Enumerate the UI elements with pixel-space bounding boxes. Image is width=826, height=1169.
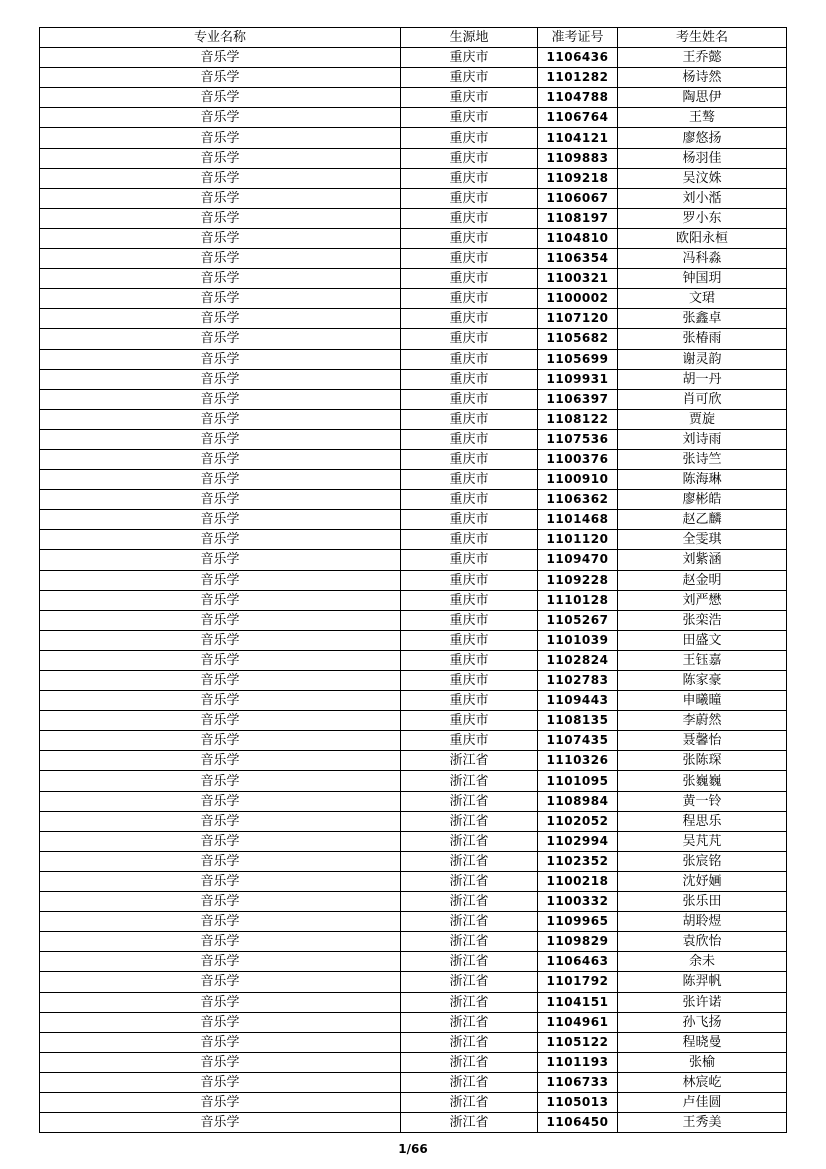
table-row (40, 530, 787, 550)
cell-origin: 重庆市 (401, 48, 538, 68)
cell-major: 音乐学 (40, 570, 401, 590)
cell-name: 杨羽佳 (618, 148, 787, 168)
cell-name: 胡聆煜 (618, 912, 787, 932)
cell-name: 程晓曼 (618, 1032, 787, 1052)
cell-major: 音乐学 (40, 289, 401, 309)
cell-name: 王钰嘉 (618, 650, 787, 670)
cell-major: 音乐学 (40, 369, 401, 389)
table-row (40, 309, 787, 329)
cell-major: 音乐学 (40, 108, 401, 128)
cell-exam-id: 1102783 (538, 671, 618, 691)
cell-origin: 重庆市 (401, 329, 538, 349)
cell-name: 孙飞扬 (618, 1012, 787, 1032)
cell-major: 音乐学 (40, 912, 401, 932)
cell-name: 赵乙麟 (618, 510, 787, 530)
cell-origin: 浙江省 (401, 791, 538, 811)
cell-exam-id: 1106733 (538, 1072, 618, 1092)
cell-origin: 浙江省 (401, 1052, 538, 1072)
cell-name: 陈羿帆 (618, 972, 787, 992)
table-row (40, 912, 787, 932)
table-row (40, 771, 787, 791)
cell-origin: 重庆市 (401, 610, 538, 630)
cell-name: 黄一铃 (618, 791, 787, 811)
cell-origin: 浙江省 (401, 952, 538, 972)
cell-major: 音乐学 (40, 1052, 401, 1072)
cell-exam-id: 1110128 (538, 590, 618, 610)
cell-origin: 重庆市 (401, 731, 538, 751)
table-row (40, 228, 787, 248)
cell-name: 张巍巍 (618, 771, 787, 791)
cell-name: 陶思伊 (618, 88, 787, 108)
cell-major: 音乐学 (40, 510, 401, 530)
cell-name: 李蔚然 (618, 711, 787, 731)
cell-name: 张乐田 (618, 892, 787, 912)
cell-major: 音乐学 (40, 470, 401, 490)
cell-origin: 浙江省 (401, 972, 538, 992)
cell-major: 音乐学 (40, 309, 401, 329)
cell-exam-id: 1109829 (538, 932, 618, 952)
cell-origin: 重庆市 (401, 711, 538, 731)
cell-origin: 重庆市 (401, 208, 538, 228)
cell-exam-id: 1106354 (538, 249, 618, 269)
cell-origin: 重庆市 (401, 309, 538, 329)
cell-major: 音乐学 (40, 791, 401, 811)
cell-origin: 重庆市 (401, 128, 538, 148)
cell-exam-id: 1108984 (538, 791, 618, 811)
cell-major: 音乐学 (40, 48, 401, 68)
cell-name: 申曦曈 (618, 691, 787, 711)
cell-name: 刘诗雨 (618, 429, 787, 449)
page-number: 1/66 (398, 1142, 428, 1156)
cell-name: 王秀美 (618, 1113, 787, 1133)
cell-name: 王乔懿 (618, 48, 787, 68)
cell-major: 音乐学 (40, 269, 401, 289)
table-row (40, 429, 787, 449)
cell-exam-id: 1104788 (538, 88, 618, 108)
cell-major: 音乐学 (40, 349, 401, 369)
cell-major: 音乐学 (40, 871, 401, 891)
cell-name: 林宸屹 (618, 1072, 787, 1092)
table-row (40, 88, 787, 108)
table-row (40, 892, 787, 912)
cell-major: 音乐学 (40, 831, 401, 851)
cell-major: 音乐学 (40, 530, 401, 550)
cell-name: 袁欣怡 (618, 932, 787, 952)
cell-exam-id: 1100376 (538, 449, 618, 469)
cell-name: 陈海琳 (618, 470, 787, 490)
cell-origin: 重庆市 (401, 88, 538, 108)
cell-origin: 浙江省 (401, 912, 538, 932)
cell-name: 张许诺 (618, 992, 787, 1012)
cell-major: 音乐学 (40, 1113, 401, 1133)
cell-major: 音乐学 (40, 188, 401, 208)
cell-exam-id: 1105682 (538, 329, 618, 349)
table-row (40, 811, 787, 831)
cell-exam-id: 1110326 (538, 751, 618, 771)
cell-origin: 浙江省 (401, 1012, 538, 1032)
cell-exam-id: 1108197 (538, 208, 618, 228)
table-row (40, 711, 787, 731)
cell-name: 张榆 (618, 1052, 787, 1072)
table-row (40, 108, 787, 128)
cell-origin: 重庆市 (401, 349, 538, 369)
cell-origin: 重庆市 (401, 108, 538, 128)
cell-origin: 浙江省 (401, 851, 538, 871)
cell-major: 音乐学 (40, 1072, 401, 1092)
cell-origin: 重庆市 (401, 590, 538, 610)
cell-name: 张宸铭 (618, 851, 787, 871)
cell-origin: 浙江省 (401, 751, 538, 771)
cell-name: 刘小湉 (618, 188, 787, 208)
cell-origin: 浙江省 (401, 892, 538, 912)
cell-name: 胡一丹 (618, 369, 787, 389)
cell-origin: 浙江省 (401, 831, 538, 851)
cell-name: 冯科淼 (618, 249, 787, 269)
cell-major: 音乐学 (40, 449, 401, 469)
cell-origin: 重庆市 (401, 470, 538, 490)
cell-name: 张鑫卓 (618, 309, 787, 329)
header-row (40, 28, 787, 48)
table-row (40, 1012, 787, 1032)
table-row (40, 168, 787, 188)
cell-origin: 浙江省 (401, 871, 538, 891)
table-row (40, 550, 787, 570)
table-row (40, 68, 787, 88)
cell-exam-id: 1101468 (538, 510, 618, 530)
table-row (40, 470, 787, 490)
cell-name: 张诗竺 (618, 449, 787, 469)
cell-origin: 重庆市 (401, 429, 538, 449)
cell-exam-id: 1100002 (538, 289, 618, 309)
cell-exam-id: 1109228 (538, 570, 618, 590)
cell-name: 吴汶姝 (618, 168, 787, 188)
table-row (40, 972, 787, 992)
cell-origin: 重庆市 (401, 570, 538, 590)
table-row (40, 871, 787, 891)
cell-major: 音乐学 (40, 650, 401, 670)
cell-major: 音乐学 (40, 892, 401, 912)
cell-major: 音乐学 (40, 550, 401, 570)
cell-name: 张栾浩 (618, 610, 787, 630)
cell-origin: 重庆市 (401, 369, 538, 389)
table-row (40, 691, 787, 711)
cell-major: 音乐学 (40, 711, 401, 731)
cell-name: 沈妤婳 (618, 871, 787, 891)
cell-exam-id: 1105699 (538, 349, 618, 369)
cell-exam-id: 1107120 (538, 309, 618, 329)
cell-major: 音乐学 (40, 590, 401, 610)
cell-major: 音乐学 (40, 992, 401, 1012)
table-row (40, 249, 787, 269)
cell-name: 贾旋 (618, 409, 787, 429)
table-row (40, 731, 787, 751)
cell-name: 罗小东 (618, 208, 787, 228)
cell-origin: 重庆市 (401, 691, 538, 711)
cell-exam-id: 1104961 (538, 1012, 618, 1032)
table-row (40, 510, 787, 530)
cell-name: 全雯琪 (618, 530, 787, 550)
cell-exam-id: 1100321 (538, 269, 618, 289)
cell-exam-id: 1106436 (538, 48, 618, 68)
table-row (40, 269, 787, 289)
cell-major: 音乐学 (40, 851, 401, 871)
cell-name: 余未 (618, 952, 787, 972)
cell-origin: 重庆市 (401, 490, 538, 510)
cell-origin: 浙江省 (401, 1032, 538, 1052)
table-row (40, 1113, 787, 1133)
cell-major: 音乐学 (40, 249, 401, 269)
cell-origin: 浙江省 (401, 1072, 538, 1092)
cell-name: 陈家豪 (618, 671, 787, 691)
header-name: 考生姓名 (618, 28, 787, 48)
cell-name: 廖悠扬 (618, 128, 787, 148)
cell-origin: 浙江省 (401, 1113, 538, 1133)
cell-exam-id: 1101095 (538, 771, 618, 791)
table-body (40, 48, 787, 1133)
cell-major: 音乐学 (40, 771, 401, 791)
cell-exam-id: 1108135 (538, 711, 618, 731)
cell-major: 音乐学 (40, 691, 401, 711)
header-origin: 生源地 (401, 28, 538, 48)
cell-origin: 浙江省 (401, 811, 538, 831)
table-row (40, 289, 787, 309)
table-row (40, 1032, 787, 1052)
cell-exam-id: 1108122 (538, 409, 618, 429)
cell-major: 音乐学 (40, 751, 401, 771)
cell-origin: 重庆市 (401, 630, 538, 650)
cell-exam-id: 1102352 (538, 851, 618, 871)
cell-exam-id: 1106067 (538, 188, 618, 208)
cell-origin: 重庆市 (401, 550, 538, 570)
cell-origin: 浙江省 (401, 1092, 538, 1112)
cell-exam-id: 1105267 (538, 610, 618, 630)
table-row (40, 570, 787, 590)
table-row (40, 389, 787, 409)
cell-name: 钟国玥 (618, 269, 787, 289)
cell-exam-id: 1109218 (538, 168, 618, 188)
table-row (40, 831, 787, 851)
cell-origin: 重庆市 (401, 510, 538, 530)
cell-name: 廖彬皓 (618, 490, 787, 510)
table-row (40, 349, 787, 369)
table-row (40, 48, 787, 68)
cell-major: 音乐学 (40, 389, 401, 409)
table-row (40, 148, 787, 168)
cell-major: 音乐学 (40, 811, 401, 831)
cell-exam-id: 1106362 (538, 490, 618, 510)
cell-major: 音乐学 (40, 932, 401, 952)
cell-exam-id: 1101193 (538, 1052, 618, 1072)
cell-exam-id: 1100910 (538, 470, 618, 490)
cell-major: 音乐学 (40, 148, 401, 168)
cell-origin: 重庆市 (401, 650, 538, 670)
cell-origin: 重庆市 (401, 68, 538, 88)
header-exam-id: 准考证号 (538, 28, 618, 48)
cell-origin: 重庆市 (401, 671, 538, 691)
cell-name: 谢灵韵 (618, 349, 787, 369)
cell-name: 肖可欣 (618, 389, 787, 409)
cell-name: 刘严懋 (618, 590, 787, 610)
cell-major: 音乐学 (40, 429, 401, 449)
cell-exam-id: 1109470 (538, 550, 618, 570)
cell-exam-id: 1104121 (538, 128, 618, 148)
table-row (40, 932, 787, 952)
table-row (40, 329, 787, 349)
cell-major: 音乐学 (40, 671, 401, 691)
table-row (40, 650, 787, 670)
cell-name: 张陈琛 (618, 751, 787, 771)
cell-origin: 重庆市 (401, 188, 538, 208)
cell-exam-id: 1102994 (538, 831, 618, 851)
cell-exam-id: 1107435 (538, 731, 618, 751)
table-row (40, 610, 787, 630)
cell-name: 张椿雨 (618, 329, 787, 349)
table-row (40, 369, 787, 389)
cell-origin: 重庆市 (401, 449, 538, 469)
cell-exam-id: 1106463 (538, 952, 618, 972)
cell-name: 杨诗然 (618, 68, 787, 88)
cell-major: 音乐学 (40, 208, 401, 228)
table-row (40, 449, 787, 469)
cell-origin: 浙江省 (401, 932, 538, 952)
cell-exam-id: 1109883 (538, 148, 618, 168)
table-row (40, 851, 787, 871)
cell-name: 刘紫涵 (618, 550, 787, 570)
table-row (40, 409, 787, 429)
cell-name: 吴芃芃 (618, 831, 787, 851)
cell-exam-id: 1109965 (538, 912, 618, 932)
table-row (40, 630, 787, 650)
cell-exam-id: 1107536 (538, 429, 618, 449)
table-row (40, 490, 787, 510)
cell-major: 音乐学 (40, 972, 401, 992)
cell-origin: 重庆市 (401, 168, 538, 188)
cell-name: 王骜 (618, 108, 787, 128)
cell-origin: 重庆市 (401, 148, 538, 168)
cell-name: 卢佳圆 (618, 1092, 787, 1112)
cell-exam-id: 1104151 (538, 992, 618, 1012)
table-row (40, 791, 787, 811)
cell-origin: 重庆市 (401, 409, 538, 429)
cell-major: 音乐学 (40, 329, 401, 349)
cell-name: 欧阳永桓 (618, 228, 787, 248)
cell-name: 田盛文 (618, 630, 787, 650)
cell-exam-id: 1101039 (538, 630, 618, 650)
table-row (40, 751, 787, 771)
table-row (40, 208, 787, 228)
cell-exam-id: 1101792 (538, 972, 618, 992)
cell-exam-id: 1100218 (538, 871, 618, 891)
cell-major: 音乐学 (40, 490, 401, 510)
admission-list-table (39, 27, 787, 1133)
table-row (40, 671, 787, 691)
cell-origin: 重庆市 (401, 530, 538, 550)
cell-origin: 重庆市 (401, 269, 538, 289)
cell-exam-id: 1102824 (538, 650, 618, 670)
cell-name: 赵金明 (618, 570, 787, 590)
cell-major: 音乐学 (40, 610, 401, 630)
cell-origin: 浙江省 (401, 771, 538, 791)
cell-major: 音乐学 (40, 731, 401, 751)
cell-major: 音乐学 (40, 168, 401, 188)
cell-exam-id: 1101282 (538, 68, 618, 88)
cell-major: 音乐学 (40, 630, 401, 650)
cell-exam-id: 1106764 (538, 108, 618, 128)
table-row (40, 590, 787, 610)
cell-major: 音乐学 (40, 1012, 401, 1032)
cell-major: 音乐学 (40, 88, 401, 108)
cell-origin: 重庆市 (401, 249, 538, 269)
table-row (40, 1092, 787, 1112)
cell-major: 音乐学 (40, 952, 401, 972)
cell-exam-id: 1102052 (538, 811, 618, 831)
cell-name: 程思乐 (618, 811, 787, 831)
cell-exam-id: 1109931 (538, 369, 618, 389)
cell-major: 音乐学 (40, 1092, 401, 1112)
table-row (40, 992, 787, 1012)
cell-exam-id: 1101120 (538, 530, 618, 550)
cell-exam-id: 1106450 (538, 1113, 618, 1133)
cell-major: 音乐学 (40, 68, 401, 88)
table-row (40, 1052, 787, 1072)
cell-exam-id: 1104810 (538, 228, 618, 248)
cell-exam-id: 1100332 (538, 892, 618, 912)
cell-exam-id: 1105013 (538, 1092, 618, 1112)
cell-exam-id: 1105122 (538, 1032, 618, 1052)
cell-exam-id: 1106397 (538, 389, 618, 409)
cell-major: 音乐学 (40, 1032, 401, 1052)
cell-major: 音乐学 (40, 228, 401, 248)
cell-name: 聂馨怡 (618, 731, 787, 751)
cell-origin: 重庆市 (401, 228, 538, 248)
table-row (40, 1072, 787, 1092)
cell-exam-id: 1109443 (538, 691, 618, 711)
table-row (40, 188, 787, 208)
cell-origin: 浙江省 (401, 992, 538, 1012)
table-row (40, 128, 787, 148)
cell-major: 音乐学 (40, 409, 401, 429)
cell-origin: 重庆市 (401, 289, 538, 309)
table-row (40, 952, 787, 972)
cell-origin: 重庆市 (401, 389, 538, 409)
cell-major: 音乐学 (40, 128, 401, 148)
cell-name: 文珺 (618, 289, 787, 309)
header-major: 专业名称 (40, 28, 401, 48)
